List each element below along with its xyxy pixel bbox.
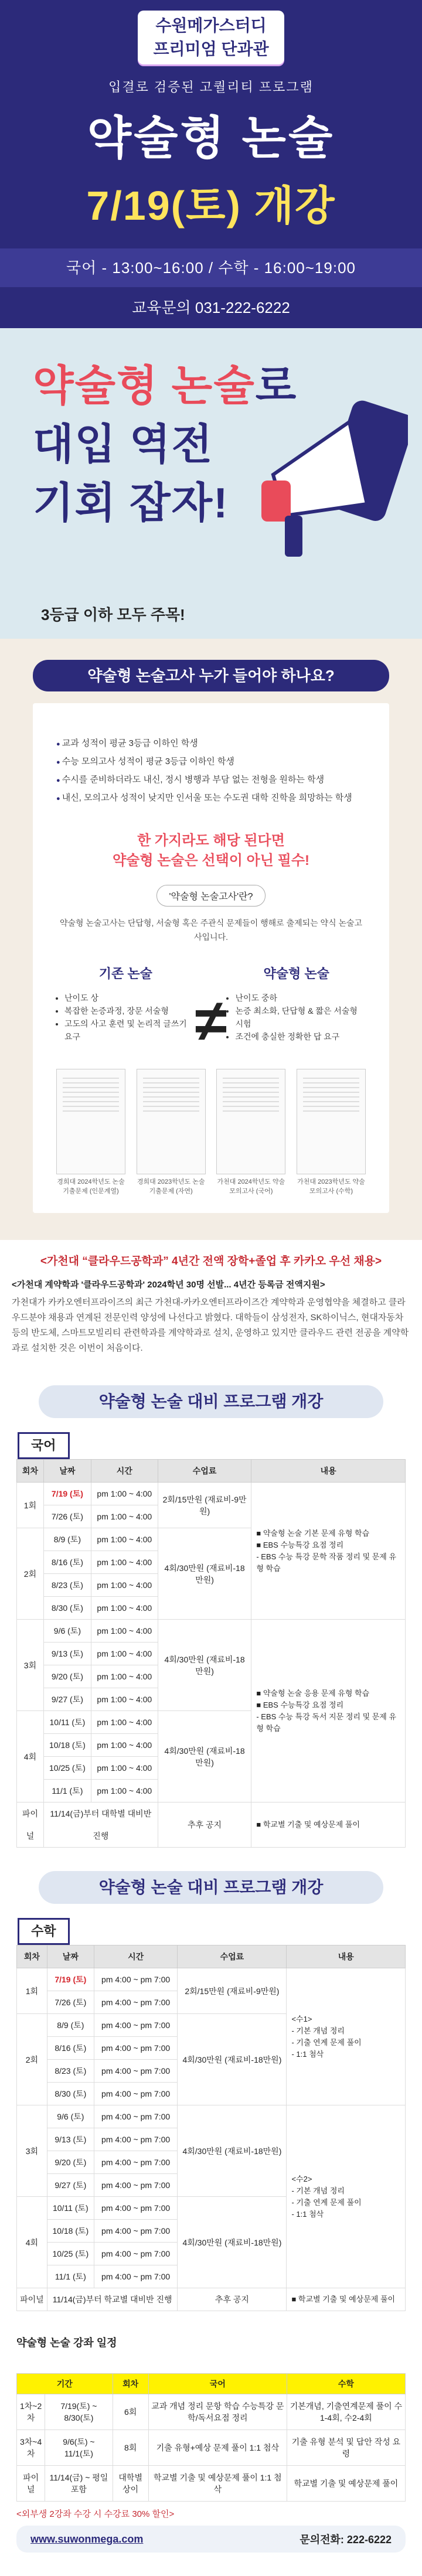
time-cell: pm 1:00 ~ 4:00	[91, 1734, 158, 1757]
date-cell: 9/6 (토)	[47, 2105, 94, 2128]
table-cell: 파이널	[17, 2466, 45, 2502]
megaphone-icon	[250, 381, 408, 568]
content-cell: <수2> - 기본 개념 정리 - 기출 연계 문제 풀이 - 1:1 첨삭	[287, 2105, 406, 2288]
exam-caption: 경희대 2024학년도 논술 기출문제 (인문계열)	[57, 1178, 125, 1195]
table-cell: 학교별 기출 및 예상문제 풀이 1:1 첨삭	[148, 2466, 287, 2502]
exam-image	[137, 1069, 206, 1174]
date-cell: 9/20 (토)	[47, 2151, 94, 2174]
table-header-cell: 회차	[17, 1460, 44, 1483]
date-cell: 9/6 (토)	[43, 1620, 91, 1643]
table-cell: 기본개념, 기출연계문제 풀이 수1-4회, 수2-4회	[287, 2394, 405, 2430]
session-cell: 2회	[17, 2014, 47, 2105]
table-header-cell: 수학	[287, 2374, 405, 2394]
news-highlight	[0, 1240, 422, 1362]
date-cell: 7/26 (토)	[43, 1505, 91, 1528]
fee-cell: 2회/15만원 (재료비-9만원)	[158, 1483, 251, 1528]
date-cell: 8/16 (토)	[47, 2037, 94, 2060]
table-header-row	[17, 2374, 406, 2394]
not-equal-icon: ≠	[195, 988, 227, 1054]
promo-line2: 대입 역전	[33, 421, 214, 468]
session-cell: 파이널	[17, 1802, 44, 1848]
compare-item: • 난이도 상	[64, 991, 195, 1004]
news-headline: <가천대 “클라우드공학과” 4년간 전액 장학+졸업 후 카카오 우선 채용>	[40, 1255, 382, 1267]
time-cell: pm 4:00 ~ pm 7:00	[94, 2265, 178, 2288]
kor-banner: 약술형 논술 대비 프로그램 개강	[39, 1385, 383, 1418]
fee-cell: 4회/30만원 (재료비-18만원)	[158, 1528, 251, 1620]
table-cell: 교과 개념 정리 문항 학습 수능특강 문학/독서요점 정리	[148, 2394, 287, 2430]
table-cell: 대학별 상이	[113, 2466, 148, 2502]
time-cell: pm 4:00 ~ pm 7:00	[94, 2014, 178, 2037]
session-cell: 1회	[17, 1483, 44, 1528]
check-list	[56, 735, 366, 807]
discount-note: <외부생 2강좌 수강 시 수강료 30% 할인>	[16, 2509, 175, 2519]
who-section	[0, 639, 422, 1240]
definition-badge: '약술형 논술고사'란?	[156, 885, 265, 907]
time-cell: pm 4:00 ~ pm 7:00	[94, 2174, 178, 2197]
footer	[16, 2526, 406, 2553]
check-item: ● 수능 모의고사 성적이 평균 3등급 이하인 학생	[56, 753, 366, 771]
check-item: ● 내신, 모의고사 성적이 낮지만 인서울 또는 수도권 대학 진학을 희망하는 학생	[56, 789, 366, 807]
date-cell: 9/27 (토)	[47, 2174, 94, 2197]
hero-date: 7/19(토) 개강	[86, 183, 336, 229]
table-cell: 기출 유형 분석 및 답안 작성 요령	[287, 2430, 405, 2466]
table-row	[17, 2466, 406, 2502]
math-subject: 수학	[18, 1918, 70, 1945]
table-cell: 6회	[113, 2394, 148, 2430]
time-cell: pm 4:00 ~ pm 7:00	[94, 2151, 178, 2174]
hero-section	[0, 0, 422, 328]
date-cell: 10/18 (토)	[43, 1734, 91, 1757]
time-cell: pm 1:00 ~ 4:00	[91, 1780, 158, 1802]
fee-cell: 2회/15만원 (재료비-9만원)	[178, 1968, 287, 2014]
table-cell: 9/6(토) ~ 11/1(토)	[45, 2430, 113, 2466]
compare-item: • 조건에 충실한 정확한 답 요구	[235, 1030, 366, 1043]
quote-line1: 한 가지라도 해당 된다면	[137, 833, 285, 849]
compare-left	[56, 964, 195, 1043]
table-row	[17, 2394, 406, 2430]
table-cell: 학교별 기출 및 예상문제 풀이	[287, 2466, 405, 2502]
content-cell: ■ 약술형 논술 기본 문제 유형 학습 ■ EBS 수능특강 요점 정리 - EBS 수능 특강 문학 작품 정리 및 문제 유형 학습	[251, 1483, 406, 1620]
time-cell: pm 4:00 ~ pm 7:00	[94, 2128, 178, 2151]
table-header-cell: 회차	[17, 1945, 47, 1968]
compare-item: • 복잡한 논증과정, 장문 서술형	[64, 1004, 195, 1017]
comparison	[56, 964, 366, 1055]
check-item: ● 수시를 준비하더라도 내신, 정시 병행과 부담 없는 전형을 원하는 학생	[56, 771, 366, 789]
date-cell: 8/30 (토)	[47, 2083, 94, 2105]
date-cell: 7/19 (토)	[47, 1968, 94, 1991]
exam-image	[297, 1069, 366, 1174]
date-cell: 8/23 (토)	[43, 1574, 91, 1597]
table-header-cell: 내용	[251, 1460, 406, 1483]
kor-schedule-table	[16, 1459, 406, 1848]
math-banner: 약술형 논술 대비 프로그램 개강	[39, 1871, 383, 1904]
time-cell: pm 1:00 ~ 4:00	[91, 1711, 158, 1734]
date-cell: 9/20 (토)	[43, 1665, 91, 1688]
table-header-row	[17, 1460, 406, 1483]
compare-right-title: 약술형 논술	[263, 966, 329, 981]
promo-note: 3등급 이하 모두 주목!	[41, 606, 185, 623]
summary-table	[16, 2373, 406, 2502]
table-header-cell: 날짜	[47, 1945, 94, 1968]
hero-time: 국어 - 13:00~16:00 / 수학 - 16:00~19:00	[0, 248, 422, 287]
table-cell: 3차~4차	[17, 2430, 45, 2466]
fee-cell: 4회/30만원 (재료비-18만원)	[158, 1620, 251, 1711]
time-cell: pm 4:00 ~ pm 7:00	[94, 2105, 178, 2128]
table-cell: 11/14(금) ~ 평일 포함	[45, 2466, 113, 2502]
table-row	[17, 1620, 406, 1643]
table-cell: 1차~2차	[17, 2394, 45, 2430]
news-body: 가천대가 카카오엔터프라이즈의 최근 가천대-카카오엔터프라이즈간 계약학과 운영협약을 체결하고 클라우드분야 채용과 연계된 전문인력 양성에 나선다고 밝혔다. 대학들이 삼성전자, SK하이닉스, 현대자동차 등의 반도체, 스마트모빌리티 관련학과를 계약학과로 설치, 운영하고 있지만 클라우드 관련 전공을 계약학과로 설치한 것은 이번이 처음이다.	[12, 1297, 409, 1353]
fee-cell: 4회/30만원 (재료비-18만원)	[158, 1711, 251, 1802]
exam-image	[56, 1069, 125, 1174]
exam-caption: 가천대 2024학년도 약술 모의고사 (국어)	[217, 1178, 285, 1195]
date-cell: 8/9 (토)	[47, 2014, 94, 2037]
exam-samples	[56, 1069, 366, 1195]
kor-subject: 국어	[18, 1432, 70, 1459]
session-cell: 2회	[17, 1528, 44, 1620]
time-cell: pm 4:00 ~ pm 7:00	[94, 2220, 178, 2243]
time-cell: pm 4:00 ~ pm 7:00	[94, 2060, 178, 2083]
time-cell: pm 4:00 ~ pm 7:00	[94, 1968, 178, 1991]
time-cell: pm 1:00 ~ 4:00	[91, 1688, 158, 1711]
date-cell: 8/9 (토)	[43, 1528, 91, 1551]
fee-title: 약술형 논술 강좌 일정	[16, 2337, 117, 2349]
check-item: ● 교과 성적이 평균 3등급 이하인 학생	[56, 735, 366, 753]
time-cell: pm 1:00 ~ 4:00	[91, 1551, 158, 1574]
table-header-cell: 시간	[94, 1945, 178, 1968]
fee-cell: 추후 공지	[158, 1802, 251, 1848]
date-cell: 11/1 (토)	[47, 2265, 94, 2288]
exam-image	[216, 1069, 285, 1174]
fee-cell: 추후 공지	[178, 2288, 287, 2311]
table-header-row	[17, 1945, 406, 1968]
date-cell: 10/25 (토)	[43, 1757, 91, 1780]
content-cell: ■ 학교별 기출 및 예상문제 풀이	[287, 2288, 406, 2311]
final-desc-cell: 11/14(금)부터 대학별 대비반 진행	[43, 1802, 158, 1848]
content-cell: ■ 학교별 기출 및 예상문제 풀이	[251, 1802, 406, 1848]
date-cell: 8/16 (토)	[43, 1551, 91, 1574]
table-header-cell: 날짜	[43, 1460, 91, 1483]
math-schedule-table	[16, 1945, 406, 2311]
time-cell: pm 1:00 ~ 4:00	[91, 1665, 158, 1688]
content-cell: <수1> - 기본 개념 정리 - 기출 연계 문제 풀이 - 1:1 첨삭	[287, 1968, 406, 2105]
website-link[interactable]: www.suwonmega.com	[30, 2533, 144, 2545]
promo-section	[0, 328, 422, 639]
time-cell: pm 4:00 ~ pm 7:00	[94, 2037, 178, 2060]
who-question: 약술형 논술고사 누가 들어야 하나요?	[33, 660, 389, 691]
date-cell: 9/13 (토)	[43, 1643, 91, 1665]
quote-line2: 약술형 논술은 선택이 아닌 필수!	[112, 853, 310, 868]
fee-cell: 4회/30만원 (재료비-18만원)	[178, 2105, 287, 2197]
final-desc-cell: 11/14(금)부터 학교별 대비반 진행	[47, 2288, 178, 2311]
exam-caption: 가천대 2023학년도 약술 모의고사 (수학)	[297, 1178, 365, 1195]
date-cell: 11/1 (토)	[43, 1780, 91, 1802]
who-card	[33, 703, 389, 1213]
time-cell: pm 1:00 ~ 4:00	[91, 1620, 158, 1643]
time-cell: pm 4:00 ~ pm 7:00	[94, 2243, 178, 2265]
news-subhead: <가천대 계약학과 '클라우드공학과' 2024학년 30명 선발... 4년간 등록금 전액지원>	[12, 1280, 325, 1290]
date-cell: 9/27 (토)	[43, 1688, 91, 1711]
time-cell: pm 1:00 ~ 4:00	[91, 1505, 158, 1528]
table-row-final	[17, 1802, 406, 1848]
table-header-cell: 수업료	[158, 1460, 251, 1483]
table-header-cell: 내용	[287, 1945, 406, 1968]
definition-text: 약술형 논술고사는 단답형, 서술형 혹은 주관식 문제들이 행해로 출제되는 약식 논술고사입니다.	[59, 918, 363, 942]
compare-item: • 난이도 중하	[235, 991, 366, 1004]
time-cell: pm 1:00 ~ 4:00	[91, 1643, 158, 1665]
date-cell: 10/11 (토)	[47, 2197, 94, 2220]
table-row-final	[17, 2288, 406, 2311]
table-row	[17, 1968, 406, 1991]
session-cell: 1회	[17, 1968, 47, 2014]
date-cell: 10/18 (토)	[47, 2220, 94, 2243]
time-cell: pm 1:00 ~ 4:00	[91, 1757, 158, 1780]
table-row	[17, 1483, 406, 1505]
table-cell: 7/19(토) ~ 8/30(토)	[45, 2394, 113, 2430]
hero-subtitle: 입결로 검증된 고퀄리티 프로그램	[108, 80, 314, 94]
table-cell: 8회	[113, 2430, 148, 2466]
time-cell: pm 4:00 ~ pm 7:00	[94, 2197, 178, 2220]
session-cell: 3회	[17, 2105, 47, 2197]
exam-caption: 경희대 2023학년도 논술 기출문제 (자연)	[137, 1178, 205, 1195]
fee-cell: 4회/30만원 (재료비-18만원)	[178, 2197, 287, 2288]
time-cell: pm 1:00 ~ 4:00	[91, 1597, 158, 1620]
promo-line1: 약술형 논술로	[33, 363, 298, 410]
compare-right	[227, 964, 366, 1043]
date-cell: 10/25 (토)	[47, 2243, 94, 2265]
phone[interactable]: 문의전화: 222-6222	[300, 2534, 392, 2546]
table-header-cell: 시간	[91, 1460, 158, 1483]
compare-left-title: 기존 논술	[98, 966, 152, 981]
date-cell: 8/30 (토)	[43, 1597, 91, 1620]
quote	[56, 831, 366, 871]
table-row	[17, 2430, 406, 2466]
session-cell: 파이널	[17, 2288, 47, 2311]
date-cell: 9/13 (토)	[47, 2128, 94, 2151]
table-header-cell: 회차	[113, 2374, 148, 2394]
fee-cell: 4회/30만원 (재료비-18만원)	[178, 2014, 287, 2105]
time-cell: pm 1:00 ~ 4:00	[91, 1483, 158, 1505]
date-cell: 7/19 (토)	[43, 1483, 91, 1505]
time-cell: pm 1:00 ~ 4:00	[91, 1574, 158, 1597]
table-header-cell: 국어	[148, 2374, 287, 2394]
time-cell: pm 4:00 ~ pm 7:00	[94, 2083, 178, 2105]
table-header-cell: 수업료	[178, 1945, 287, 1968]
date-cell: 8/23 (토)	[47, 2060, 94, 2083]
table-header-cell: 기간	[17, 2374, 113, 2394]
time-cell: pm 4:00 ~ pm 7:00	[94, 1991, 178, 2014]
session-cell: 4회	[17, 1711, 44, 1802]
hero-contact[interactable]: 교육문의 031-222-6222	[0, 287, 422, 328]
promo-line3: 기회 잡자!	[33, 480, 229, 527]
session-cell: 3회	[17, 1620, 44, 1711]
session-cell: 4회	[17, 2197, 47, 2288]
table-row	[17, 2105, 406, 2128]
compare-item: • 논증 최소화, 단답형 & 짧은 서술형 시험	[235, 1004, 366, 1030]
date-cell: 7/26 (토)	[47, 1991, 94, 2014]
table-cell: 기출 유형+예상 문제 풀이 1:1 첨삭	[148, 2430, 287, 2466]
date-cell: 10/11 (토)	[43, 1711, 91, 1734]
academy-badge: 수원메가스터디 프리미엄 단과관	[138, 11, 284, 64]
hero-title: 약술형 논술	[87, 112, 335, 163]
compare-item: • 고도의 사고 훈련 및 논리적 글쓰기 요구	[64, 1017, 195, 1043]
time-cell: pm 1:00 ~ 4:00	[91, 1528, 158, 1551]
content-cell: ■ 약술형 논술 응용 문제 유형 학습 ■ EBS 수능특강 요점 정리 - EBS 수능 특강 독서 지문 정리 및 문제 유형 학습	[251, 1620, 406, 1802]
